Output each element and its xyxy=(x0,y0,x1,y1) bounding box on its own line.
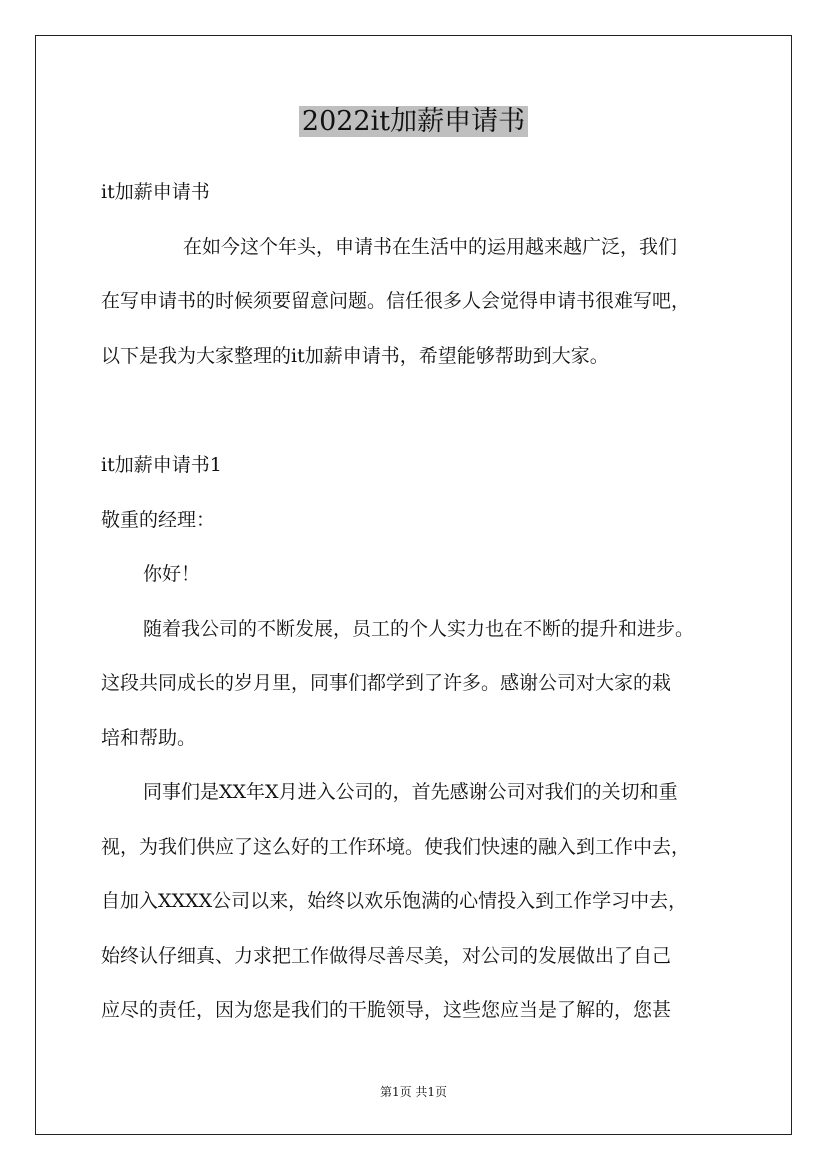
paragraph-1-line-1: 随着我公司的不断发展，员工的个人实力也在不断的提升和进步。 xyxy=(143,618,695,640)
paragraph-2-line-4: 始终认仔细真、力求把工作做得尽善尽美，对公司的发展做出了自己 xyxy=(101,945,672,967)
document-title-text: 2022it加薪申请书 xyxy=(299,106,528,137)
intro-line-1: 在如今这个年头，申请书在生活中的运用越来越广泛，我们 xyxy=(183,236,678,258)
salutation: 敬重的经理： xyxy=(101,509,216,531)
paragraph-2-line-3: 自加入XXXX公司以来，始终以欢乐饱满的心情投入到工作学习中去， xyxy=(101,890,688,912)
paragraph-1-line-2: 这段共同成长的岁月里，同事们都学到了许多。感谢公司对大家的栽 xyxy=(101,672,672,694)
greeting: 你好！ xyxy=(143,563,201,585)
letter-heading: it加薪申请书1 xyxy=(101,454,222,476)
intro-line-2: 在写申请书的时候须要留意问题。信任很多人会觉得申请书很难写吧， xyxy=(101,290,691,312)
paragraph-1-line-3: 培和帮助。 xyxy=(101,727,197,749)
document-title xyxy=(0,100,827,144)
paragraph-2-line-5: 应尽的责任，因为您是我们的干脆领导，这些您应当是了解的，您甚 xyxy=(101,999,672,1021)
section-heading: it加薪申请书 xyxy=(101,181,210,203)
paragraph-2-line-1: 同事们是XX年X月进入公司的，首先感谢公司对我们的关切和重 xyxy=(143,781,678,803)
intro-line-3: 以下是我为大家整理的it加薪申请书，希望能够帮助到大家。 xyxy=(101,345,609,367)
paragraph-2-line-2: 视，为我们供应了这么好的工作环境。使我们快速的融入到工作中去， xyxy=(101,836,691,858)
page-footer: 第1页 共1页 xyxy=(379,1085,448,1099)
